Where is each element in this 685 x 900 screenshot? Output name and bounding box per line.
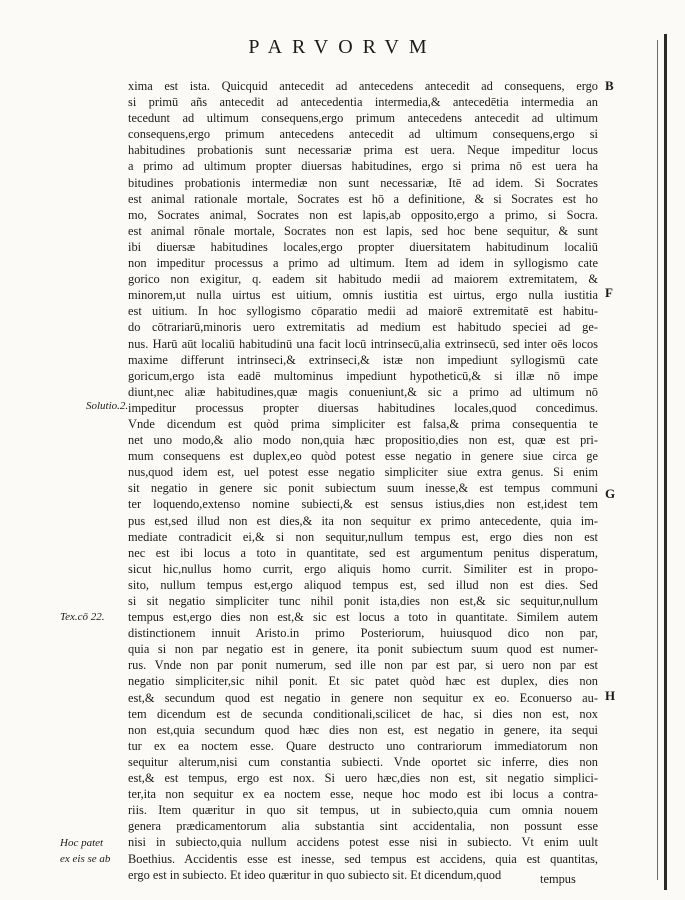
text-line: ergo est in subiecto. Et ideo quæritur in quo subiecto sit. Et dicendum,quod bbox=[128, 867, 502, 882]
text-line: minorem,ut nulla uirtus est uitium, omnis iustitia est uirtus, ergo nulla iustitia bbox=[128, 288, 598, 303]
text-line: est,& est tempus, ergo est nox. Si uero hæc,dies non est, sit negatio simplici- bbox=[128, 771, 598, 786]
margin-note-ex-eis: ex eis se ab bbox=[60, 853, 111, 865]
text-line: impeditur processus propter diuersas habitudines locales,quod concedimus. bbox=[128, 400, 598, 415]
text-line: habitudines probationis sunt necessariæ prima est uera. Neque impeditur locus bbox=[128, 143, 598, 158]
margin-note-solutio: Solutio.2. bbox=[86, 400, 129, 412]
text-line: sequitur alterum,nisi cum constantia subiecti. Vnde oportet sic inferre, dies non bbox=[128, 754, 598, 769]
text-line: diunt,nec aliæ habitudines,quæ magis conueniunt,& sic a primo ad ultimum nō bbox=[128, 384, 598, 399]
text-line: goricum,ergo ista eadē multominus impediunt hypotheticū,& si illæ nō impe bbox=[128, 368, 598, 383]
body-text bbox=[128, 78, 598, 883]
text-line: mum consequens est duplex,eo quòd potest esse negatio in genere siue circa ge bbox=[128, 449, 598, 464]
text-line: xima est ista. Quicquid antecedit ad antecedens antecedit ad consequens, ergo bbox=[128, 79, 598, 93]
text-line: non impeditur processus a primo ad ultimum. Item ad idem in syllogismo cate bbox=[128, 256, 598, 271]
text-line: sicut hic,nullus homo currit, ergo aliquis homo currit. Similiter est in propo- bbox=[128, 561, 598, 576]
text-line: tempus est,ergo dies non est,& sic est locus a toto in quantitate. Similem autem bbox=[128, 610, 598, 625]
text-line: est,& secundum quod est negatio in genere non sequitur ex eo. Econuerso au- bbox=[128, 690, 598, 705]
text-line: mo, Socrates animal, Socrates non est lapis,ab opposito,ergo a primo, si Socra. bbox=[128, 207, 598, 222]
running-header: PARVORVM bbox=[248, 36, 437, 58]
text-line: Vnde dicendum est quòd prima simpliciter est falsa,& prima consequentia te bbox=[128, 416, 598, 431]
text-line: est animal rōnale mortale, Socrates non est lapis, sed hoc bene sequitur, & sunt bbox=[128, 223, 598, 238]
text-line: nus,quod idem est, uel potest esse negatio simpliciter siue extra genus. Si enim bbox=[128, 465, 598, 480]
binding-edge-inner bbox=[657, 40, 658, 880]
text-line: nus. Harū aūt localiū habitudinū una facit locū intrinsecū,alia extrinsecū, sed inter oēs locos bbox=[128, 336, 598, 351]
text-line: consequens,ergo primum antecedens antecedit ad ultimum consequens,ergo si bbox=[128, 127, 598, 142]
text-line: si sit negatio simpliciter tunc nihil ponit ista,dies non est,& sic sequitur,nullum bbox=[128, 594, 598, 608]
text-line: ibi diuersæ habitudines locales,ergo propter diuersitatem habitudinum localiū bbox=[128, 239, 598, 254]
text-line: quia si non par negatio est in genere, ita ponit subiectum suum quod est numer- bbox=[128, 642, 598, 657]
text-line: si primū añs antecedit ad antecedentia intermedia,& antecedētia intermedia an bbox=[128, 95, 598, 110]
catchword: tempus bbox=[540, 872, 576, 886]
text-line: pus est,sed illud non est dies,& ita non sequitur ex primo antecedente, quia im- bbox=[128, 513, 598, 528]
text-line: net uno modo,& alio modo non,quia hæc propositio,dies non est, quæ est pri- bbox=[128, 433, 598, 448]
text-line: a primo ad ultimum propter diuersas habitudines, ergo si prima nō est uera ha bbox=[128, 159, 598, 174]
text-line: rus. Vnde non par ponit numerum, sed ille non par est par, si uero non par est bbox=[128, 658, 598, 673]
text-line: Boethius. Accidentis esse est inesse, sed tempus est accidens, quia est quantitas, bbox=[128, 851, 598, 866]
margin-letter-b: B bbox=[605, 78, 614, 93]
text-line: ter,ita non sequitur ex ea noctem esse, neque hoc modo est ibi locus a contra- bbox=[128, 787, 598, 802]
text-line: sit negatio in genere sic ponit subiectum suum inesse,& est tempus communi bbox=[128, 481, 598, 496]
binding-edge bbox=[664, 34, 667, 890]
text-line: nisi in subiecto,quia nullum accidens potest esse nisi in subiecto. Vt enim uult bbox=[128, 835, 598, 850]
margin-letter-f: F bbox=[605, 285, 613, 300]
text-line: maxime differunt intrinseci,& extrinseci,& istæ non impediunt syllogismū cate bbox=[128, 352, 598, 367]
text-line: gorico non exigitur, q. eadem sit habitudo medii ad maiorem extremitatem, & bbox=[128, 272, 598, 287]
margin-note-hoc-patet: Hoc patet bbox=[60, 837, 104, 849]
text-line: mediate contradicit ei,& si non sequitur,nullum tempus est, ergo dies non est bbox=[128, 529, 598, 544]
text-line: distinctionem innuit Aristo.in primo Posteriorum, huiusquod dico non par, bbox=[128, 626, 598, 641]
text-line: non est,quia secundum quod hæc dies non est, est negatio in genere, ita sequi bbox=[128, 722, 598, 737]
text-line: negatio simpliciter,sic nihil ponit. Et sic patet quòd hæc est duplex, dies non bbox=[128, 674, 598, 689]
text-line: tem dicendum est de secunda conditionali,scilicet de hac, si dies non est, nox bbox=[128, 706, 598, 721]
margin-letter-g: G bbox=[605, 486, 616, 501]
text-line: tur ex ea noctem esse. Quare destructo uno contrariorum immediatorum non bbox=[128, 738, 598, 753]
margin-letter-h: H bbox=[605, 688, 616, 703]
text-line: est animal rationale mortale, Socrates est hō a definitione, & si Socrates est ho bbox=[128, 191, 598, 206]
text-line: do cōtrariarū,minoris uero extremitatis ad medium est habitudo speciei ad ge- bbox=[128, 320, 598, 335]
text-line: tecedunt ad ultimum consequens,ergo primum antecedens antecedit ad ultimum bbox=[128, 111, 598, 126]
text-line: sito, nullum tempus est,ergo aliquod tempus est, sed illud non est dies. Sed bbox=[128, 577, 598, 592]
margin-note-textus: Tex.cō 22. bbox=[60, 611, 105, 623]
text-line: nec est ibi locus a toto in quantitate, sed est argumentum penitus disperatum, bbox=[128, 545, 598, 560]
text-line: est uitium. In hoc syllogismo cōparatio medii ad maiorē extremitatē est habitu- bbox=[128, 304, 598, 319]
text-line: bitudines probationis intermediæ non sunt necessariæ, Itē ad idem. Si Socrates bbox=[128, 175, 598, 190]
text-line: riis. Item quæritur in quo sit tempus, ut in subiecto,quia cum omnia nouem bbox=[128, 803, 598, 818]
text-line: ter loquendo,extenso nomine subiecti,& est sensus istius,dies non est,idest tem bbox=[128, 497, 598, 512]
text-line: genera prædicamentorum alia substantia sint accidentalia, non possunt esse bbox=[128, 819, 598, 834]
